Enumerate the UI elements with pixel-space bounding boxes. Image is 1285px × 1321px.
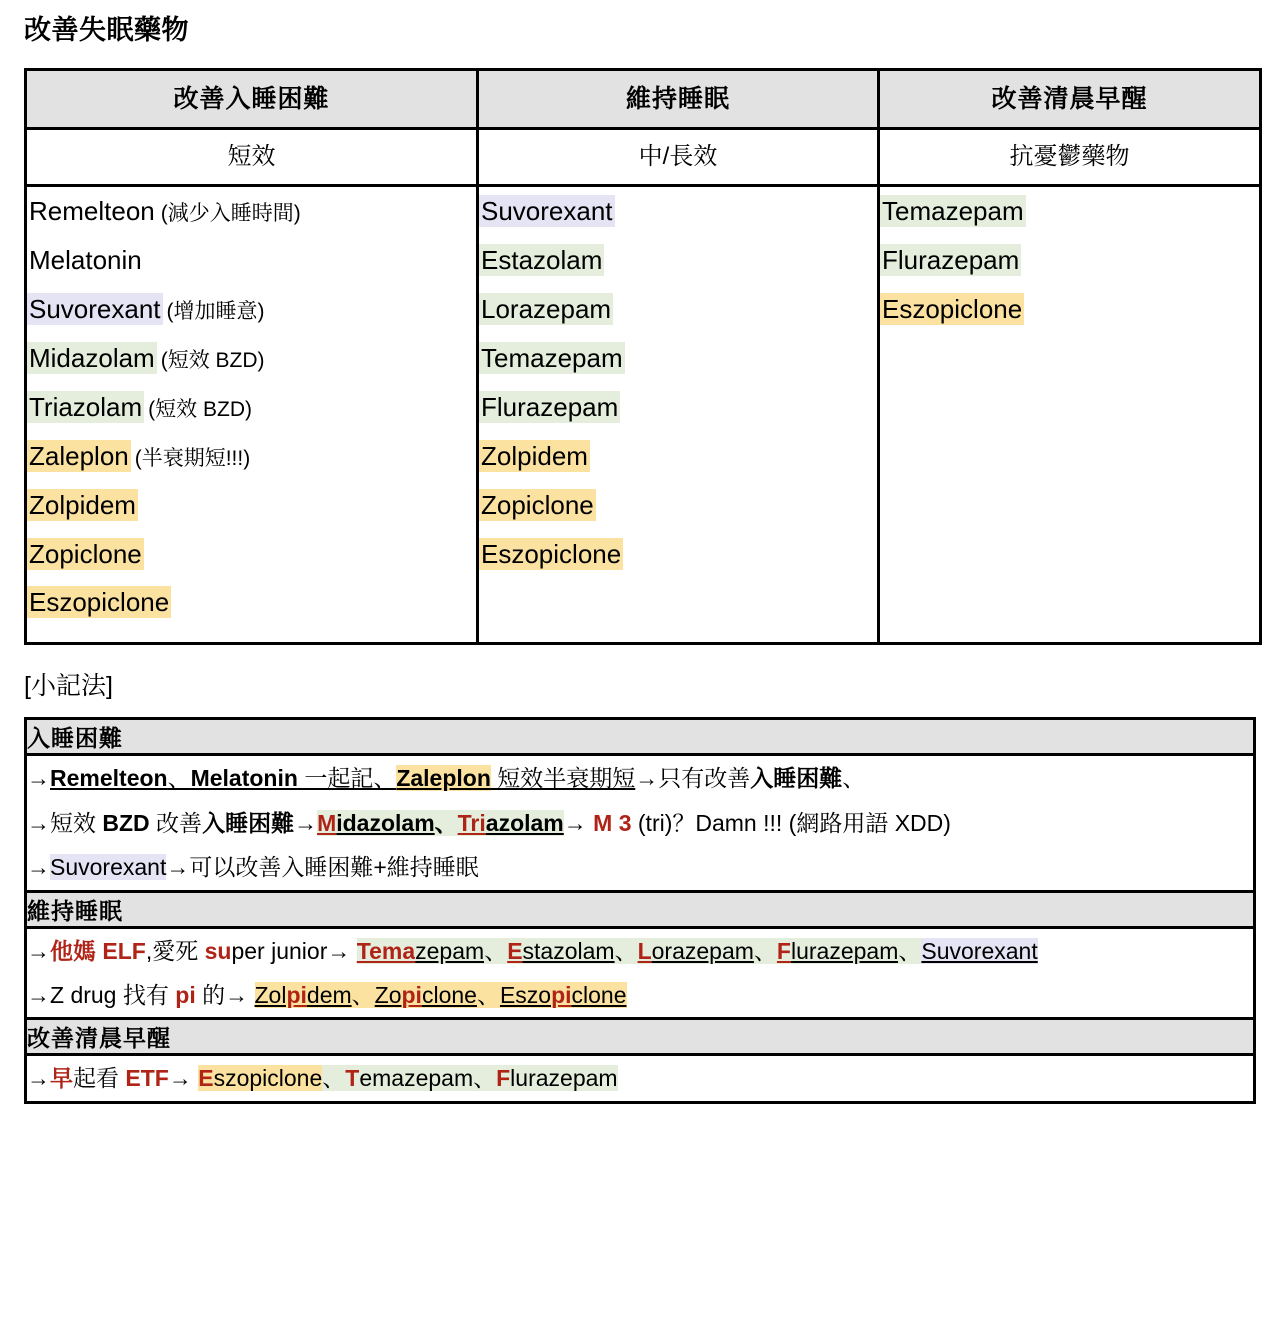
mnemonic-text-run: → (166, 854, 190, 881)
drug-entry (27, 285, 476, 334)
mnemonic-text-run: dem (306, 981, 352, 1008)
drug-cell-early-morning (879, 186, 1261, 644)
mnemonic-text-run: lurazepam (790, 937, 899, 964)
drug-entry (27, 383, 476, 432)
mnemonic-text-run: 起看 (73, 1065, 126, 1092)
mnemonic-line (27, 801, 1253, 845)
mnemonic-text-run: pi (175, 981, 196, 1008)
mnemonic-text-run: clone (571, 981, 627, 1008)
mnemonic-text-run: 只有改善 (658, 765, 751, 792)
drug-name: Eszopiclone (29, 587, 170, 618)
mnemonic-text-run: 、 (167, 765, 191, 792)
drug-name: Flurazepam (481, 391, 619, 422)
mnemonic-text-run: Zol (254, 981, 287, 1008)
drug-table-subheader-row (26, 129, 1261, 186)
mnemonic-text-run: su (204, 937, 232, 964)
mnemonic-text-run: → (27, 937, 50, 964)
mnemonic-text-run: orazepam (651, 937, 754, 964)
mnemonic-text-run: 、 (898, 937, 922, 964)
mnemonic-text-run: L (637, 937, 652, 964)
drug-classification-table (24, 68, 1262, 645)
drug-cell-sleep-maintenance (478, 186, 879, 644)
drug-name: Eszopiclone (882, 294, 1023, 325)
mnemonic-text-run: 愛死 (152, 937, 205, 964)
mnemonic-text-run: , (145, 937, 153, 964)
mnemonic-text-run: lurazepam (510, 1065, 618, 1092)
drug-note: (短效 BZD) (160, 349, 265, 373)
mnemonic-line (27, 845, 1253, 889)
mnemonic-text-run: 入睡困難 (750, 765, 843, 792)
mnemonic-line (27, 1056, 1253, 1100)
mnemonic-heading-row (26, 1019, 1255, 1055)
drug-entry (27, 334, 476, 383)
mnemonic-text-run: → (225, 981, 255, 1008)
mnemonic-text-run: → (27, 981, 50, 1008)
mnemonic-text-run: M (317, 809, 337, 836)
mnemonic-table-body (26, 719, 1255, 1102)
mnemonic-text-run: E (507, 937, 523, 964)
mnemonic-text-run: 、 (476, 981, 500, 1008)
table-subheader-short-acting: 短效 (26, 129, 478, 186)
drug-name: Midazolam (29, 343, 155, 374)
mnemonic-text-run: 、 (842, 765, 866, 792)
mnemonic-text-run: F (776, 937, 791, 964)
drug-name: Temazepam (882, 196, 1024, 227)
mnemonic-text-run: M 3 (593, 809, 632, 836)
mnemonic-text-run: 短效半衰期短 (490, 765, 636, 792)
drug-name: Suvorexant (29, 294, 161, 325)
mnemonic-text-run: 、 (322, 1065, 346, 1092)
drug-name: Melatonin (29, 245, 142, 276)
mnemonic-heading: 改善清晨早醒 (26, 1019, 1255, 1055)
table-header-sleep-maintenance: 維持睡眠 (478, 70, 879, 129)
drug-cell-sleep-onset (26, 186, 478, 644)
drug-entry (27, 530, 476, 579)
drug-entry (479, 383, 877, 432)
mnemonic-text-run: 入睡困難 (202, 809, 295, 836)
mnemonic-text-run: → (27, 854, 50, 881)
mnemonic-text-run: → (327, 937, 357, 964)
drug-name: Flurazepam (882, 245, 1020, 276)
mnemonic-text-run: → (563, 809, 594, 836)
mnemonic-text-run: 、 (614, 937, 638, 964)
drug-table-head (26, 70, 1261, 186)
drug-name: Suvorexant (481, 196, 613, 227)
mnemonic-text-run: ETF (125, 1065, 169, 1092)
drug-entry (27, 481, 476, 530)
mnemonic-text-run: pi (286, 981, 307, 1008)
table-subheader-medium-long-acting: 中/長效 (478, 129, 879, 186)
drug-entry (27, 236, 476, 285)
drug-list (479, 187, 877, 578)
drug-name: Zaleplon (29, 440, 129, 471)
mnemonic-text-run: → (27, 765, 50, 792)
mnemonic-text-run: Zo (374, 981, 402, 1008)
mnemonic-heading: 維持睡眠 (26, 891, 1255, 927)
mnemonic-text-run: emazepam (359, 1065, 474, 1092)
drug-entry (27, 187, 476, 236)
drug-entry (479, 432, 877, 481)
drug-table-content-row (26, 186, 1261, 644)
mnemonic-line (27, 929, 1253, 973)
mnemonic-text-run: 早 (50, 1065, 73, 1092)
drug-entry (479, 334, 877, 383)
mnemonic-text-run: Melatonin (190, 765, 298, 792)
mnemonic-text-run: azolam (485, 809, 564, 836)
mnemonic-text-run: → (294, 809, 318, 836)
mnemonic-text-run: 的 (195, 981, 226, 1008)
mnemonic-line (27, 756, 1253, 800)
mnemonic-text-run: 、 (473, 1065, 497, 1092)
drug-entry (479, 236, 877, 285)
drug-name: Eszopiclone (481, 538, 622, 569)
table-subheader-antidepressant: 抗憂鬱藥物 (879, 129, 1261, 186)
mnemonic-text-run: BZD (102, 809, 150, 836)
mnemonic-text-run: E (198, 1065, 214, 1092)
drug-list (27, 187, 476, 627)
mnemonic-heading-row (26, 719, 1255, 755)
mnemonic-text-run: Tri (457, 809, 486, 836)
drug-note: (短效 BZD) (148, 397, 252, 421)
mnemonic-text-run: pi (551, 981, 572, 1008)
mnemonic-text-run: Eszo (499, 981, 552, 1008)
mnemonic-text-run: zepam (415, 937, 485, 964)
drug-name: Zolpidem (481, 440, 588, 471)
mnemonic-body-row (26, 755, 1255, 891)
drug-note: (增加睡意) (166, 300, 265, 324)
mnemonic-text-run: 、 (351, 981, 375, 1008)
mnemonic-text-run: → (635, 765, 659, 792)
mnemonic-text-run: T (345, 1065, 360, 1092)
mnemonic-text-run: Suvorexant (50, 854, 167, 881)
drug-entry (880, 285, 1259, 334)
drug-name: Zopiclone (29, 538, 142, 569)
mnemonic-text-run: 他媽 ELF (50, 937, 146, 964)
drug-list (880, 187, 1259, 334)
mnemonic-text-run: stazolam (522, 937, 615, 964)
mnemonic-text-run: 一起記、 (297, 765, 397, 792)
mnemonic-text-run: pi (401, 981, 422, 1008)
drug-table-header-row (26, 70, 1261, 129)
mnemonic-text-run: → (27, 1065, 50, 1092)
mnemonic-text-run: Tema (356, 937, 416, 964)
drug-entry (479, 530, 877, 579)
mnemonic-line (27, 973, 1253, 1017)
drug-name: Remelteon (29, 196, 155, 227)
drug-entry (479, 187, 877, 236)
mnemonic-table (24, 717, 1256, 1103)
page-title: 改善失眠藥物 (24, 15, 189, 45)
mnemonic-heading: 入睡困難 (26, 719, 1255, 755)
mnemonic-text-run: F (496, 1065, 511, 1092)
drug-name: Estazolam (481, 245, 603, 276)
mnemonic-text-run: Zaleplon (396, 765, 491, 792)
mnemonic-section-label: [小記法] (24, 672, 113, 701)
mnemonic-text-run: 、 (753, 937, 777, 964)
mnemonic-body (26, 755, 1255, 891)
mnemonic-text-run: → (27, 809, 50, 836)
mnemonic-text-run: Suvorexant (921, 937, 1038, 964)
mnemonic-body (26, 1055, 1255, 1102)
mnemonic-text-run: szopiclone (213, 1065, 323, 1092)
drug-note: (減少入睡時間) (160, 202, 301, 226)
mnemonic-text-run: Remelteon (50, 765, 168, 792)
mnemonic-body-row (26, 1055, 1255, 1102)
mnemonic-body-row (26, 927, 1255, 1019)
drug-table-body (26, 186, 1261, 644)
mnemonic-text-run: 短效 (50, 809, 103, 836)
mnemonic-text-run: → (168, 1065, 199, 1092)
mnemonic-body (26, 927, 1255, 1019)
table-header-early-morning: 改善清晨早醒 (879, 70, 1261, 129)
mnemonic-text-run: 、 (484, 937, 508, 964)
drug-entry (27, 578, 476, 627)
mnemonic-text-run: idazolam (336, 809, 435, 836)
table-header-sleep-onset: 改善入睡困難 (26, 70, 478, 129)
drug-name: Zopiclone (481, 489, 594, 520)
mnemonic-text-run: 改善 (149, 809, 203, 836)
mnemonic-heading-row (26, 891, 1255, 927)
mnemonic-text-run: 可以改善入睡困難+維持睡眠 (189, 854, 479, 881)
drug-name: Triazolam (29, 391, 143, 422)
mnemonic-text-run: clone (421, 981, 477, 1008)
mnemonic-text-run: 、 (434, 809, 458, 836)
mnemonic-text-run: Z drug 找有 (50, 981, 176, 1008)
drug-entry (27, 432, 476, 481)
mnemonic-text-run: per junior (231, 937, 328, 964)
drug-entry (880, 187, 1259, 236)
drug-note: (半衰期短!!!) (134, 446, 251, 470)
drug-name: Zolpidem (29, 489, 136, 520)
drug-name: Lorazepam (481, 294, 612, 325)
drug-entry (880, 236, 1259, 285)
drug-entry (479, 285, 877, 334)
drug-entry (479, 481, 877, 530)
mnemonic-text-run: (tri)？Damn !!! (網路用語 XDD) (631, 809, 951, 836)
drug-name: Temazepam (481, 343, 623, 374)
